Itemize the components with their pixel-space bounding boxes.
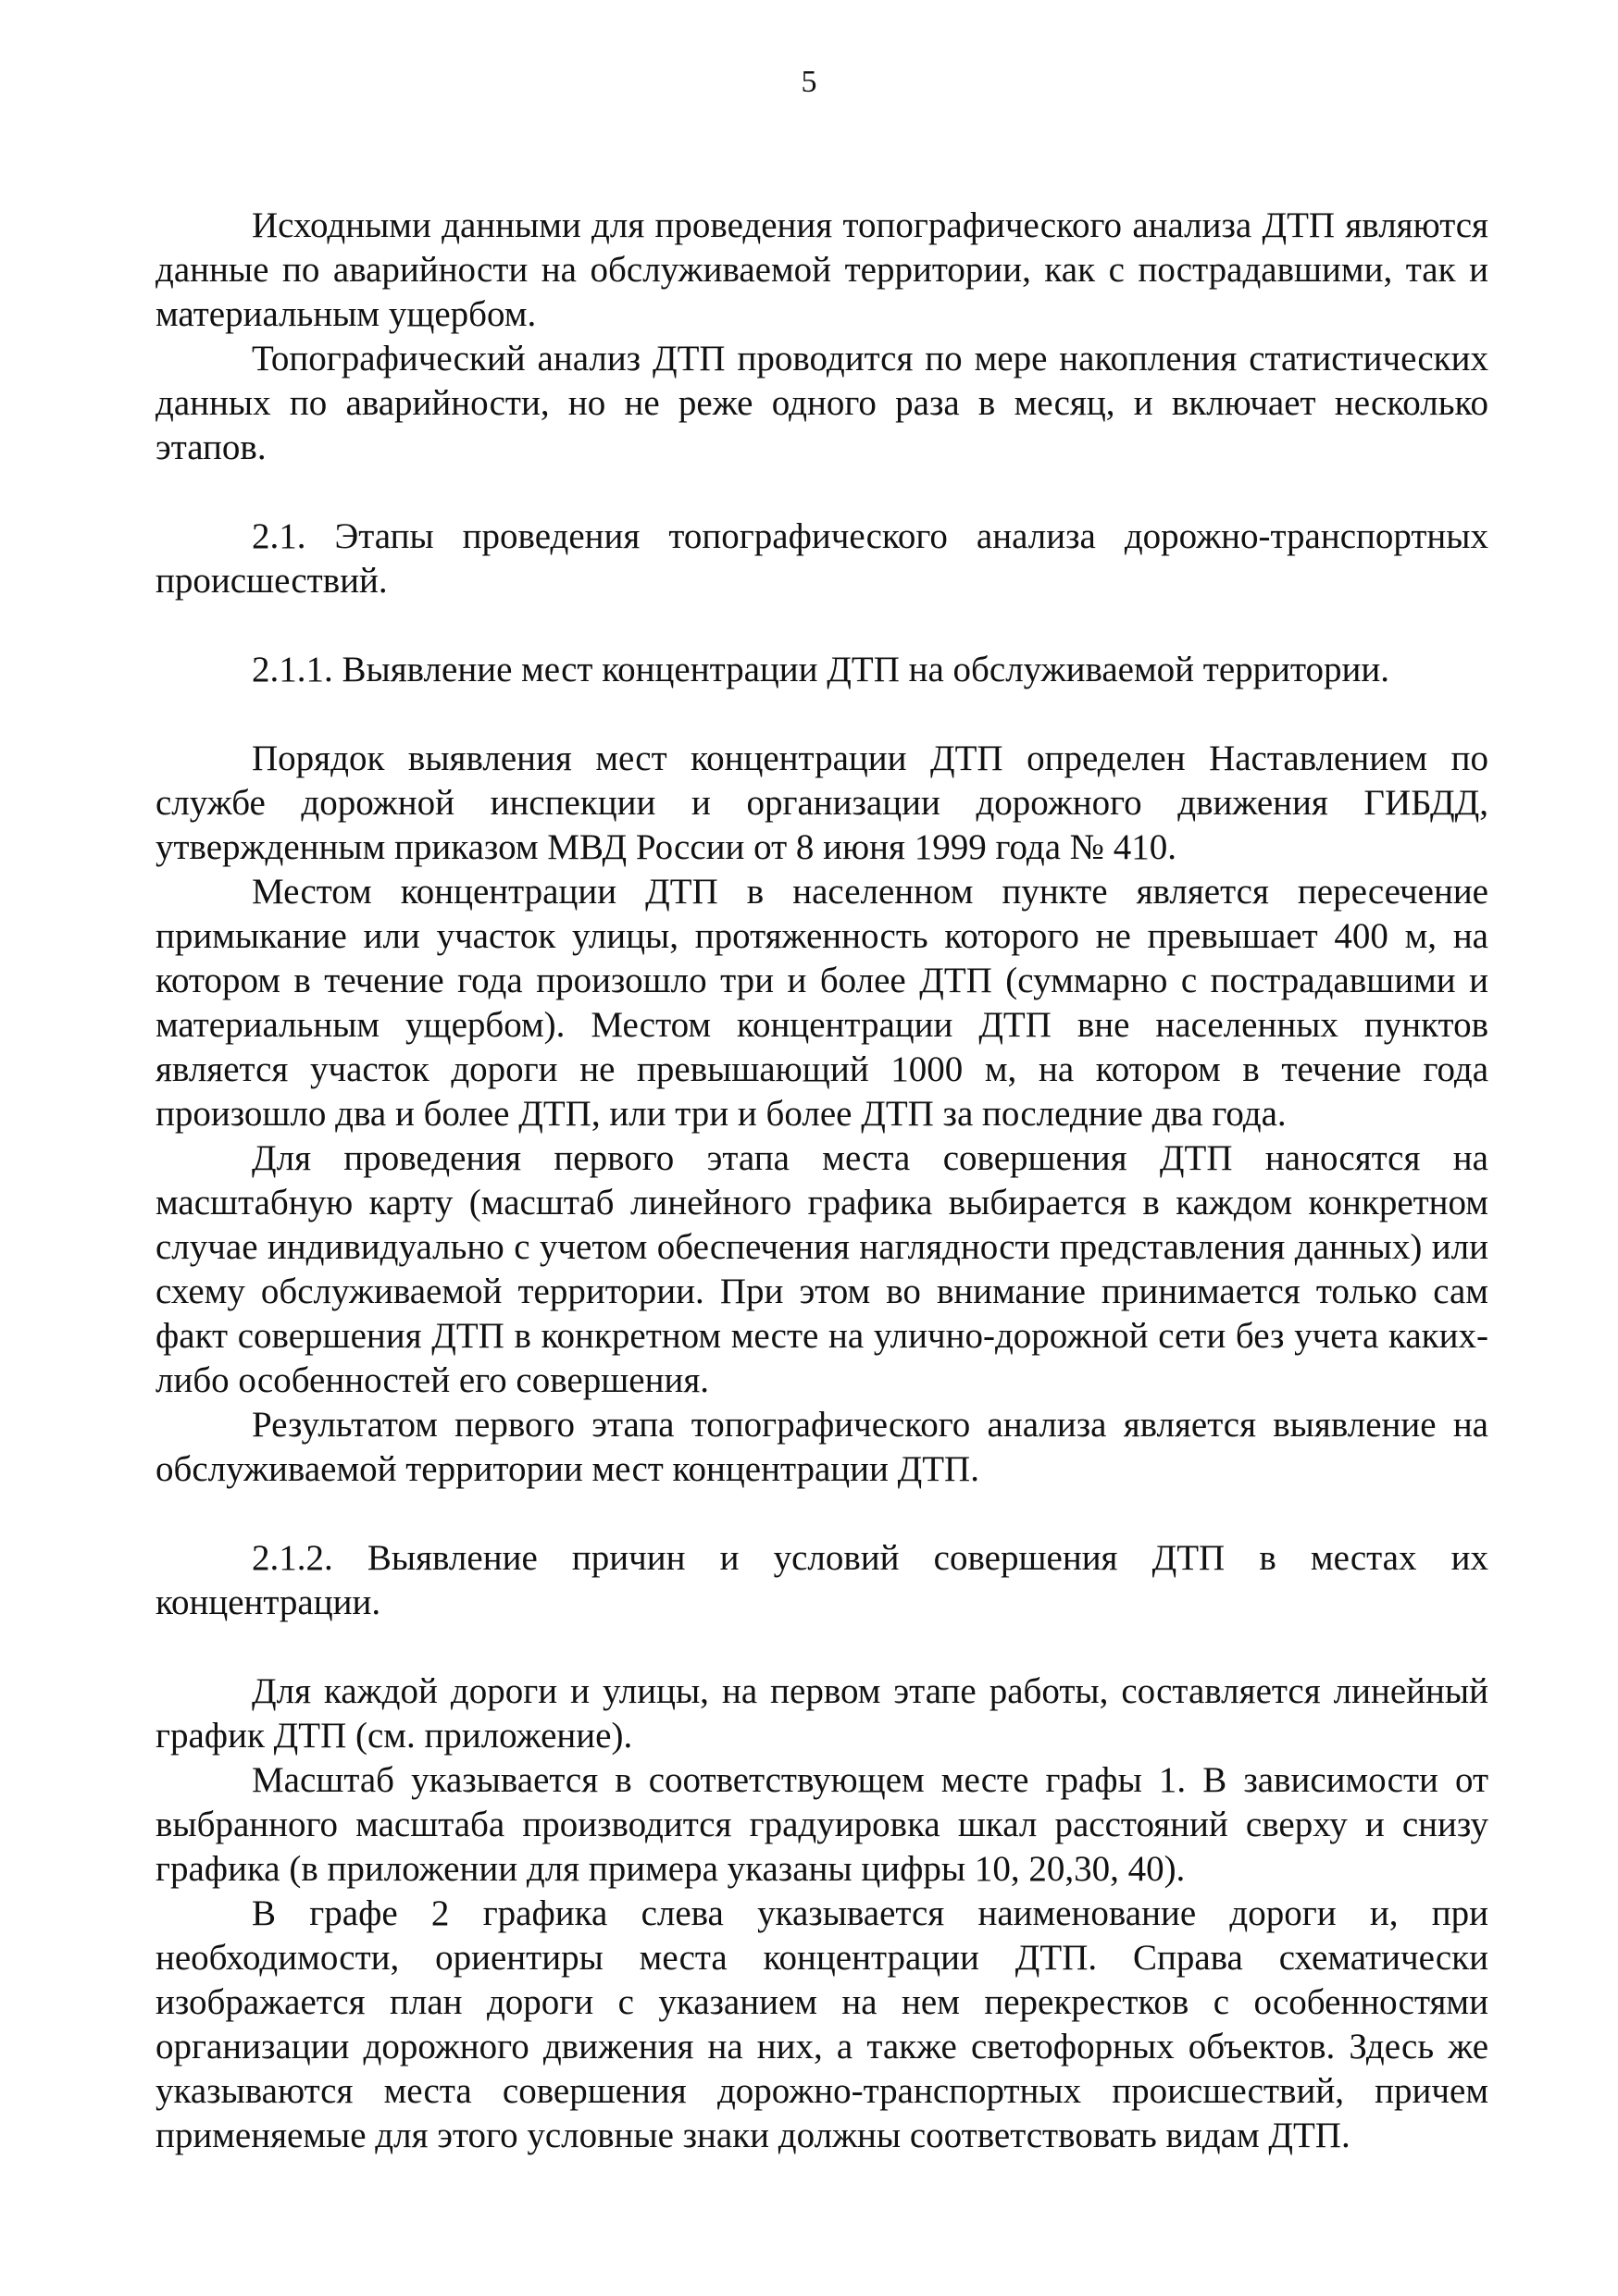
paragraph-first-stage-result: Результатом первого этапа топографического анализа является выявление на обслуживаемой территории мест концентрации ДТП. xyxy=(156,1405,1488,1489)
document-body xyxy=(156,204,1488,2158)
paragraph-column-2: В графе 2 графика слева указывается наименование дороги и, при необходимости, ориентиры места концентрации ДТП. Справа схематически изображается план дороги с указанием на нем перекрестков с особенностями организации дорожного движения на них, а также светофорных объектов. Здесь же указываются места совершения дорожно-транспортных происшествий, причем применяемые для этого условные знаки должны соответствовать видам ДТП. xyxy=(156,1893,1488,2155)
paragraph-analysis-frequency: Топографический анализ ДТП проводится по мере накопления статистических данных по аварийности, но не реже одного раза в месяц, и включает несколько этапов. xyxy=(156,339,1488,467)
paragraph-concentration-definition: Местом концентрации ДТП в населенном пункте является пересечение примыкание или участок улицы, протяженность которого не превышает 400 м, на котором в течение года произошло три и более ДТП (суммарно с пострадавшими и материальным ущербом). Местом концентрации ДТП вне населенных пунктов является участок дороги не превышающий 1000 м, на котором в течение года произошло два и более ДТП, или три и более ДТП за последние два года. xyxy=(156,872,1488,1134)
paragraph-linear-graph: Для каждой дороги и улицы, на первом этапе работы, составляется линейный график ДТП (см. приложение). xyxy=(156,1671,1488,1756)
section-heading-2-1: 2.1. Этапы проведения топографического анализа дорожно-транспортных происшествий. xyxy=(156,516,1488,601)
paragraph-identification-order: Порядок выявления мест концентрации ДТП определен Наставлением по службе дорожной инспекции и организации дорожного движения ГИБДД, утвержденным приказом МВД России от 8 июня 1999 года № 410. xyxy=(156,738,1488,867)
section-heading-2-1-2: 2.1.2. Выявление причин и условий совершения ДТП в местах их концентрации. xyxy=(156,1538,1488,1622)
page-number: 5 xyxy=(801,65,817,99)
paragraph-first-stage: Для проведения первого этапа места совершения ДТП наносятся на масштабную карту (масштаб линейного графика выбирается в каждом конкретном случае индивидуально с учетом обеспечения наглядности представления данных) или схему обслуживаемой территории. При этом во внимание принимается только сам факт совершения ДТП в конкретном месте на улично-дорожной сети без учета каких-либо особенностей его совершения. xyxy=(156,1138,1488,1400)
paragraph-scale: Масштаб указывается в соответствующем месте графы 1. В зависимости от выбранного масштаба производится градуировка шкал расстояний сверху и снизу графика (в приложении для примера указаны цифры 10, 20,30, 40). xyxy=(156,1760,1488,1889)
section-heading-2-1-1: 2.1.1. Выявление мест концентрации ДТП на обслуживаемой территории. xyxy=(252,650,1390,689)
paragraph-source-data: Исходными данными для проведения топографического анализа ДТП являются данные по аварийности на обслуживаемой территории, как с пострадавшими, так и материальным ущербом. xyxy=(156,205,1488,334)
